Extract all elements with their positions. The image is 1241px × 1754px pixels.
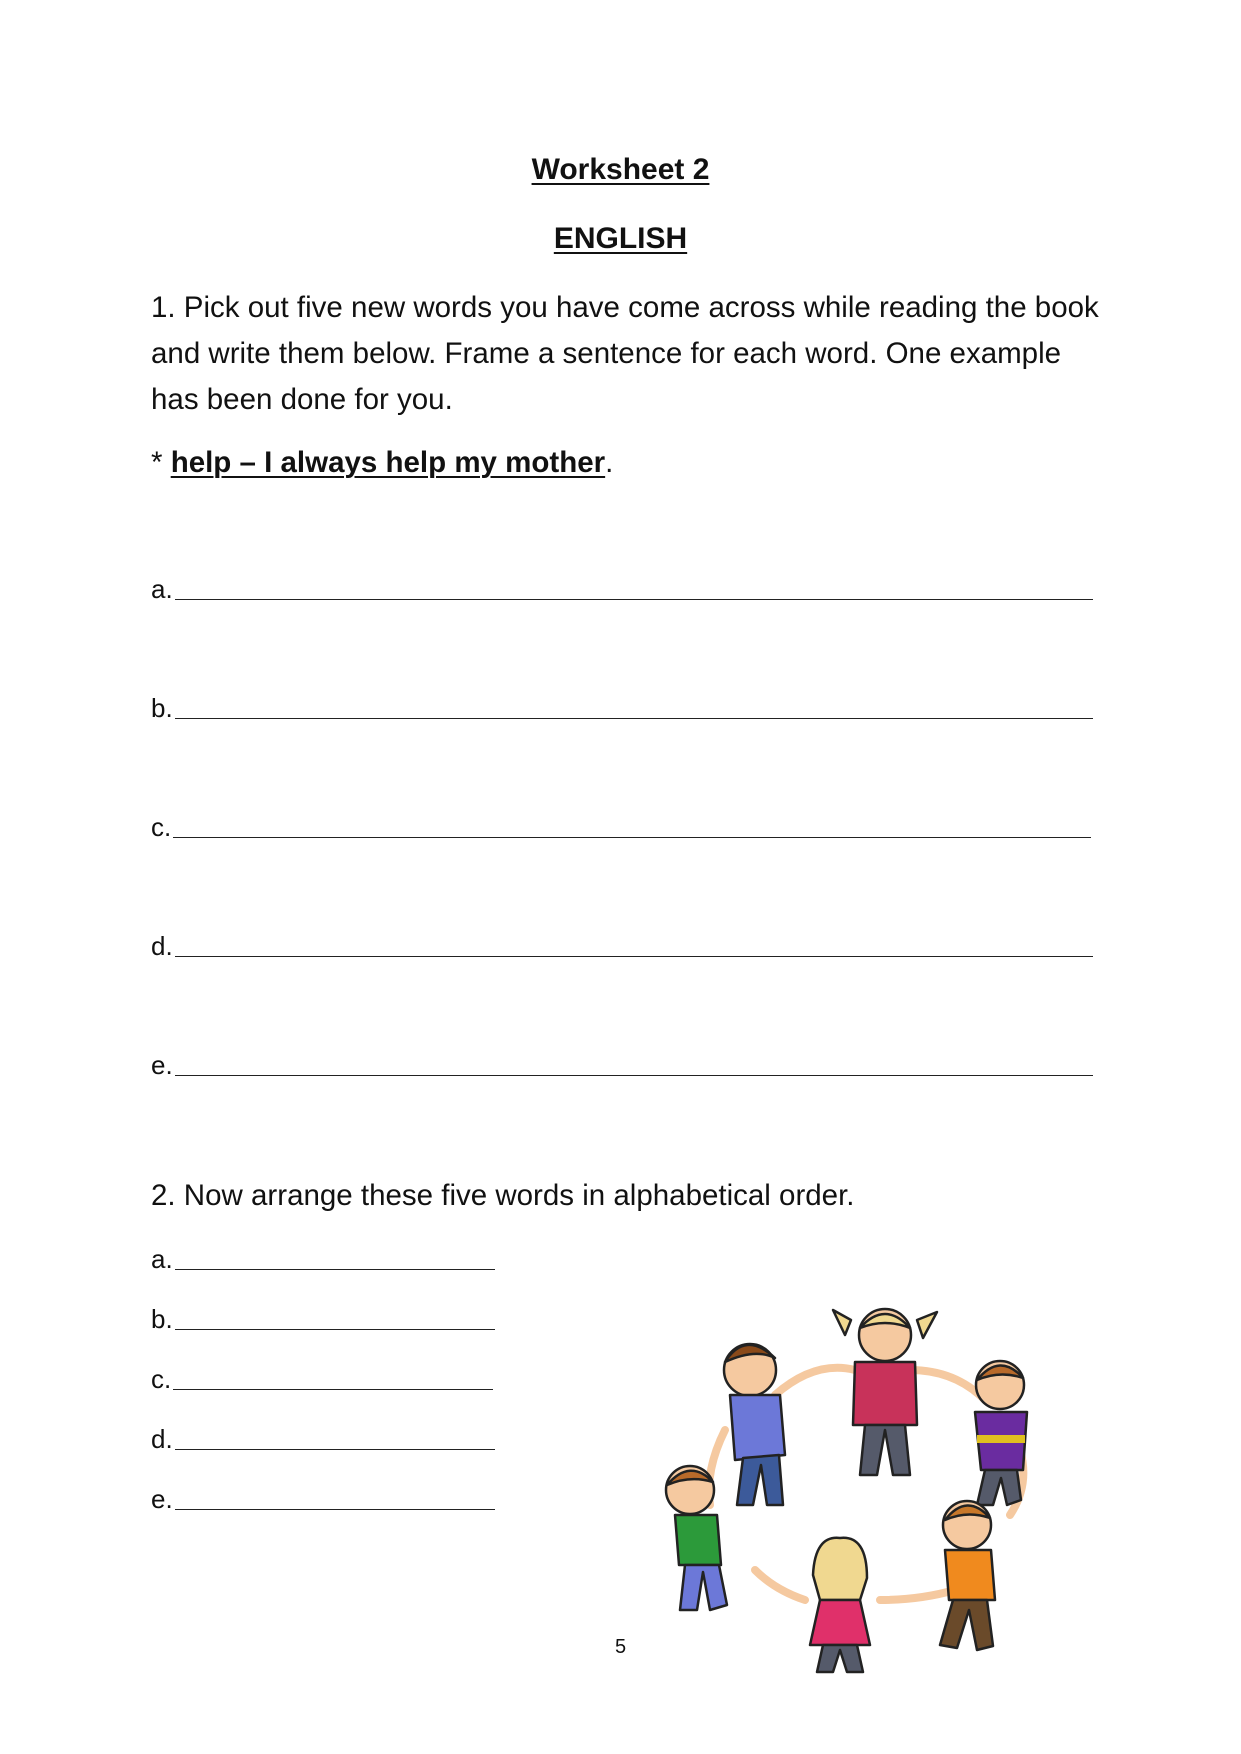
q1-answer-line-d[interactable] bbox=[151, 933, 1093, 959]
q2-label-e: e. bbox=[151, 1484, 173, 1514]
child-pink-shirt bbox=[833, 1309, 937, 1475]
q1-blank-e[interactable] bbox=[175, 1073, 1093, 1076]
q1-label-e: e. bbox=[151, 1050, 173, 1080]
child-blue-shirt bbox=[724, 1344, 785, 1505]
q2-answer-line-a[interactable] bbox=[151, 1246, 495, 1272]
child-orange-shirt bbox=[940, 1501, 995, 1650]
page-number: 5 bbox=[614, 1636, 627, 1658]
subject-heading: ENGLISH bbox=[553, 222, 688, 255]
children-circle-illustration bbox=[655, 1300, 1075, 1680]
q1-answer-line-b[interactable] bbox=[151, 695, 1093, 721]
question-2-prompt: 2. Now arrange these five words in alphabetical order. bbox=[151, 1179, 855, 1212]
q2-answer-line-b[interactable] bbox=[151, 1306, 495, 1332]
q1-blank-b[interactable] bbox=[175, 716, 1093, 719]
question-1-prompt: 1. Pick out five new words you have come across while reading the book and write them below. Frame a sentence for each word. One example has been done for you. bbox=[151, 291, 1099, 416]
q2-label-b: b. bbox=[151, 1304, 173, 1334]
q2-blank-b[interactable] bbox=[175, 1327, 495, 1330]
q1-label-d: d. bbox=[151, 931, 173, 961]
q2-label-d: d. bbox=[151, 1424, 173, 1454]
example-suffix: . bbox=[605, 446, 614, 479]
q1-blank-d[interactable] bbox=[175, 954, 1093, 957]
example-text: help – I always help my mother bbox=[170, 446, 606, 479]
q1-label-c: c. bbox=[151, 812, 172, 842]
example-answer bbox=[151, 446, 613, 480]
q2-blank-e[interactable] bbox=[175, 1507, 495, 1510]
q1-answer-line-a[interactable] bbox=[151, 576, 1093, 602]
q2-blank-a[interactable] bbox=[175, 1267, 495, 1270]
q1-answer-line-e[interactable] bbox=[151, 1052, 1093, 1078]
worksheet-title: Worksheet 2 bbox=[531, 153, 710, 186]
q1-label-a: a. bbox=[151, 574, 173, 604]
child-green-shirt bbox=[666, 1466, 727, 1610]
q2-answer-line-e[interactable] bbox=[151, 1486, 495, 1512]
q1-label-b: b. bbox=[151, 693, 173, 723]
q2-blank-d[interactable] bbox=[175, 1447, 495, 1450]
q1-blank-a[interactable] bbox=[175, 597, 1093, 600]
q2-answer-line-d[interactable] bbox=[151, 1426, 495, 1452]
q2-label-a: a. bbox=[151, 1244, 173, 1274]
q1-answer-line-c[interactable] bbox=[151, 814, 1091, 840]
q2-label-c: c. bbox=[151, 1364, 172, 1394]
child-purple-shirt bbox=[975, 1361, 1027, 1505]
q1-blank-c[interactable] bbox=[173, 835, 1091, 838]
q2-answer-line-c[interactable] bbox=[151, 1366, 493, 1392]
example-prefix: * bbox=[151, 446, 171, 479]
q2-blank-c[interactable] bbox=[173, 1387, 493, 1390]
